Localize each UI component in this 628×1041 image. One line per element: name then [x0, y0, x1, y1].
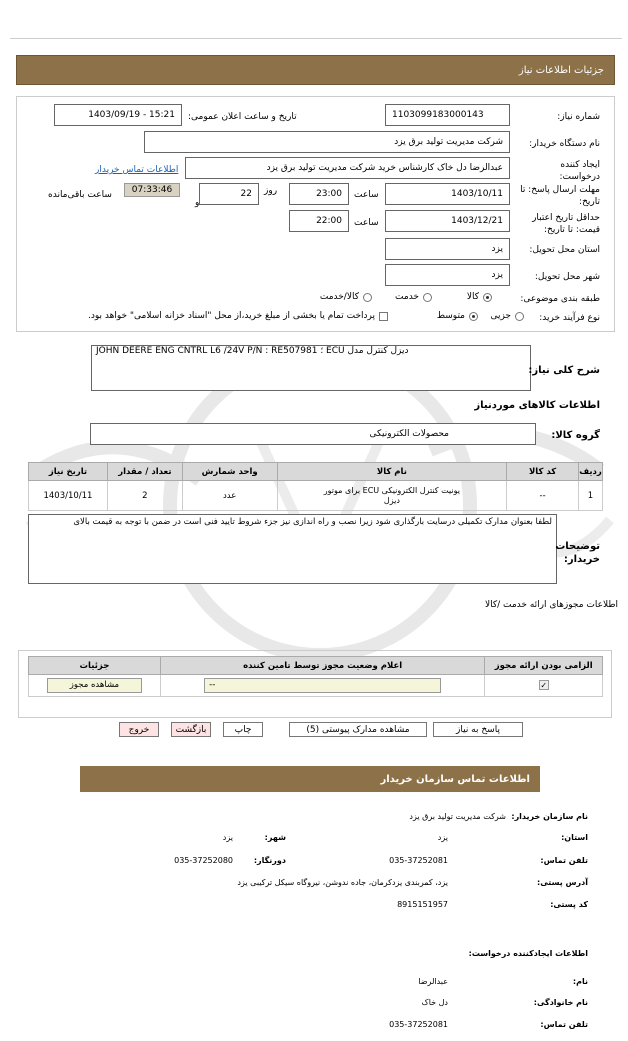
- category-option-service[interactable]: خدمت: [395, 292, 432, 302]
- process-option-medium[interactable]: متوسط: [437, 311, 478, 321]
- view-permit-button[interactable]: مشاهده مجوز: [47, 678, 142, 693]
- remaining-time-box: 07:33:46: [124, 183, 180, 197]
- goods-group-field: [90, 423, 536, 445]
- checkmark-icon: ✓: [540, 681, 548, 690]
- col-row: ردیف: [579, 463, 603, 481]
- col-qty: تعداد / مقدار: [107, 463, 182, 481]
- permits-table-header: [29, 657, 603, 675]
- radio-icon: [515, 312, 524, 321]
- col-code: کد کالا: [507, 463, 579, 481]
- page-header: [16, 55, 615, 85]
- day-label: روز: [264, 186, 278, 196]
- top-divider: [10, 38, 622, 39]
- goods-info-title: اطلاعات کالاهای موردنیاز: [474, 400, 600, 411]
- org-value: شرکت مدیریت تولید برق یزد: [409, 812, 506, 821]
- deadline-date-field: 1403/10/11: [385, 183, 510, 205]
- deadline-time-label: ساعت: [354, 190, 379, 200]
- province-label: استان محل تحویل:: [529, 245, 600, 255]
- col-status: اعلام وضعیت مجوز توسط تامین کننده: [160, 657, 485, 675]
- creator-info-title: اطلاعات ایجادکننده درخواست:: [468, 949, 588, 958]
- address-label: آدرس پستی:: [537, 878, 588, 887]
- goods-group-value: محصولات الکترونیکی: [369, 429, 449, 439]
- announce-date-label: تاریخ و ساعت اعلان عمومی:: [188, 112, 297, 122]
- family-label: نام خانوادگی:: [533, 998, 588, 1007]
- creator-label: ایجاد کننده درخواست:: [559, 160, 600, 182]
- province-c-label: استان:: [561, 833, 588, 842]
- deadline-label: مهلت ارسال پاسخ: تا تاریخ:: [520, 185, 600, 207]
- col-name: نام کالا: [277, 463, 507, 481]
- cell-status: [160, 675, 485, 697]
- col-date: تاریخ نیاز: [29, 463, 108, 481]
- col-unit: واحد شمارش: [182, 463, 277, 481]
- exit-button[interactable]: خروج: [119, 722, 159, 737]
- buyer-notes-label: توضیحات خریدار:: [555, 541, 600, 565]
- category-label: طبقه بندی موضوعی:: [520, 294, 600, 304]
- items-table-header: [29, 463, 603, 481]
- validity-date-field: 1403/12/21: [385, 210, 510, 232]
- cell-row: 1: [579, 481, 603, 511]
- summary-label: شرح کلی نیاز:: [528, 365, 600, 376]
- contact-header: [80, 766, 540, 792]
- validity-label: حداقل تاریخ اعتبار قیمت: تا تاریخ:: [532, 213, 600, 235]
- province-c-value: یزد: [437, 833, 448, 842]
- buyer-notes-box: [28, 514, 557, 584]
- name-value: عبدالرضا: [418, 977, 448, 986]
- days-left-field: 22: [199, 183, 259, 205]
- postal-label: کد پستی:: [550, 900, 588, 909]
- phone-label: تلفن تماس:: [540, 856, 588, 865]
- process-label: نوع فرآیند خرید:: [539, 313, 600, 323]
- buyer-org-field: شرکت مدیریت تولید برق یزد: [144, 131, 510, 153]
- permits-table: [28, 656, 603, 697]
- creator-phone-label: تلفن تماس:: [540, 1020, 588, 1029]
- and-label: و: [195, 198, 200, 208]
- col-details: جزئیات: [29, 657, 161, 675]
- back-button[interactable]: بازگشت: [171, 722, 211, 737]
- cell-unit: عدد: [182, 481, 277, 511]
- buyer-org-label: نام دستگاه خریدار:: [529, 139, 600, 149]
- radio-icon: [423, 293, 432, 302]
- cell-code: --: [507, 481, 579, 511]
- permits-title: اطلاعات مجوزهای ارائه خدمت /کالا: [484, 600, 618, 610]
- deadline-time-field: 23:00: [289, 183, 349, 205]
- contact-title: اطلاعات تماس سازمان خریدار: [380, 773, 530, 785]
- cell-qty: 2: [107, 481, 182, 511]
- treasury-payment-checkbox[interactable]: پرداخت تمام یا بخشی از مبلغ خرید،از محل "اسناد خزانه اسلامی" خواهد بود.: [88, 311, 388, 321]
- table-row: [29, 481, 603, 511]
- process-option-small[interactable]: جزیی: [490, 311, 524, 321]
- page-title: جزئیات اطلاعات نیاز: [518, 64, 604, 76]
- table-row: [29, 675, 603, 697]
- city-field: یزد: [385, 264, 510, 286]
- fax-label: دورنگار:: [253, 856, 286, 865]
- cell-details: [29, 675, 161, 697]
- address-value: یزد، کمربندی یزدکرمان، جاده ندوشن، نیروگاه سیکل ترکیبی یزد: [237, 878, 448, 887]
- city-c-value: یزد: [222, 833, 233, 842]
- print-button[interactable]: چاپ: [223, 722, 263, 737]
- radio-selected-icon: [483, 293, 492, 302]
- name-label: نام:: [572, 977, 588, 986]
- creator-field: عبدالرضا دل خاک کارشناس خرید شرکت مدیریت تولید برق یزد: [185, 157, 510, 179]
- validity-time-field: 22:00: [289, 210, 349, 232]
- attachments-button[interactable]: مشاهده مدارک پیوستی (5): [289, 722, 427, 737]
- cell-date: 1403/10/11: [29, 481, 108, 511]
- checkbox-icon: [379, 312, 388, 321]
- radio-selected-icon: [469, 312, 478, 321]
- radio-icon: [363, 293, 372, 302]
- category-option-goods[interactable]: کالا: [467, 292, 492, 302]
- summary-box: [91, 345, 531, 391]
- buyer-contact-link[interactable]: اطلاعات تماس خریدار: [95, 165, 179, 175]
- province-field: یزد: [385, 238, 510, 260]
- cell-required: [485, 675, 603, 697]
- buyer-notes-text: لطفا بعنوان مدارک تکمیلی درسایت بارگذاری شود زیرا نصب و راه اندازی نیز جزء شروط تایید فنی است در ضمن با توجه به قیمت بالای: [73, 517, 552, 527]
- creator-phone-value: 035-37252081: [389, 1020, 448, 1029]
- remaining-label: ساعت باقی‌مانده: [48, 190, 112, 200]
- phone-value: 035-37252081: [389, 856, 448, 865]
- permit-status-field[interactable]: --: [204, 678, 441, 693]
- announce-date-field: 1403/09/19 - 15:21: [54, 104, 182, 126]
- fax-value: 035-37252080: [174, 856, 233, 865]
- city-c-label: شهر:: [264, 833, 286, 842]
- family-value: دل خاک: [421, 998, 448, 1007]
- col-required: الزامی بودن ارائه مجوز: [485, 657, 603, 675]
- need-number-label: شماره نیاز:: [557, 112, 600, 122]
- items-table: [28, 462, 603, 511]
- postal-value: 8915151957: [397, 900, 448, 909]
- cell-name: یونیت کنترل الکترونیکی ECU برای موتور دیزل: [277, 481, 507, 511]
- city-label: شهر محل تحویل:: [534, 272, 600, 282]
- org-label: نام سازمان خریدار:: [511, 812, 588, 821]
- need-number-field: 1103099183000143: [385, 104, 510, 126]
- summary-text: JOHN DEERE ENG CNTRL L6 /24V P/N : RE507981 ؛ ECU دیزل کنترل مدل: [96, 346, 409, 356]
- reply-button[interactable]: پاسخ به نیاز: [433, 722, 523, 737]
- category-option-both[interactable]: کالا/خدمت: [320, 292, 372, 302]
- goods-group-label: گروه کالا:: [551, 430, 600, 441]
- validity-time-label: ساعت: [354, 218, 379, 228]
